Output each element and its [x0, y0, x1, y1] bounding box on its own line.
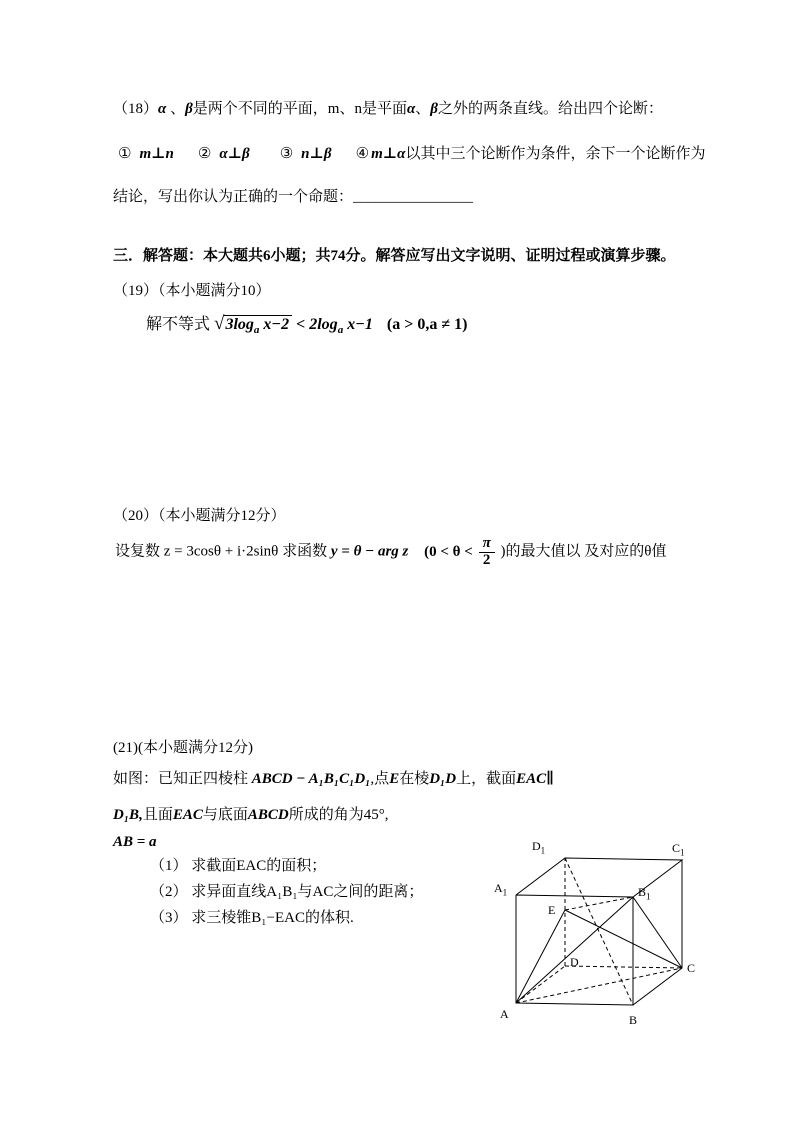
radicand-log: 3log [225, 316, 254, 333]
section3-heading: 三．解答题：本大题共6小题；共74分。解答应写出文字说明、证明过程或演算步骤。 [113, 248, 676, 264]
q18-text: 是两个不同的平面，m、n是平面 [192, 101, 407, 117]
q21-text: 与底面 [202, 807, 248, 823]
statement-1: m⊥n [139, 146, 174, 162]
cube-svg [488, 838, 706, 1038]
q21-line3-AB-eq-a: AB = a [113, 834, 157, 850]
q18-text: 之外的两条直线。给出四个论断： [437, 101, 663, 117]
rhs-log: 2log [309, 316, 338, 333]
label-sub: 1 [502, 887, 508, 898]
q21-header: (21)(本小题满分12分) [113, 740, 253, 756]
parallel-sign: ∥ [546, 771, 555, 787]
vertex-label-B1 [638, 886, 651, 901]
edge-D1D: D₁D [429, 771, 457, 787]
statement-3: n⊥β [301, 146, 332, 162]
vertex-label-D1 [532, 840, 545, 855]
q20-header: （20）（本小题满分12分） [113, 508, 286, 524]
relation-sign: < [296, 316, 306, 333]
log-base: a [253, 324, 260, 337]
vertex-label-C: C [687, 961, 696, 975]
base-ABCD: ABCD [247, 807, 289, 823]
statement-2: α⊥β [219, 146, 250, 162]
vertex-label-A: A [500, 1007, 509, 1021]
q21-text: 上，截面 [456, 771, 517, 787]
q21-text: 在棱 [399, 771, 430, 787]
section-EAC: EAC [172, 807, 203, 823]
radicand [224, 315, 292, 337]
q18-statements-line [118, 145, 705, 165]
cube-figure [488, 838, 706, 1038]
label-sub: 1 [680, 847, 685, 858]
label-sub: 1 [646, 891, 651, 902]
q21-text: 所成的角为45°, [288, 807, 389, 823]
q18-condition-text: 以其中三个论断作为条件，余下一个论断作为 [405, 146, 706, 162]
math-beta: β [430, 101, 438, 117]
q18-conclusion-line [113, 188, 473, 208]
q19-prefix: 解不等式 [146, 316, 211, 333]
q19-formula [146, 312, 467, 337]
q18-text: 、 [415, 101, 431, 117]
q21-line1 [113, 770, 554, 790]
label-base: D [532, 839, 541, 853]
circled-1: ① [118, 146, 132, 162]
radical-icon: √ [214, 313, 225, 334]
q19-condition: (a > 0,a ≠ 1) [386, 316, 468, 333]
vertex-label-A1 [494, 882, 507, 897]
math-beta: β [185, 101, 193, 117]
vertex-label-E: E [548, 903, 556, 917]
q21-line2 [113, 806, 388, 826]
fraction-denominator: 2 [482, 551, 491, 568]
rhs-rest: x−1 [343, 316, 373, 333]
q21-item-3: （3） 求三棱锥B₁−EAC的体积. [150, 910, 354, 926]
q21-text: 如图：已知正四棱柱 [113, 771, 252, 787]
q20-tail: )的最大值以 及对应的θ值 [500, 543, 667, 560]
statement-4: m⊥α [371, 146, 406, 162]
point-E: E [389, 771, 400, 787]
q18-number: （18） [113, 101, 159, 117]
q18-conclusion-text: 结论，写出你认为正确的一个命题： [113, 189, 354, 205]
sqrt-expression [214, 313, 292, 337]
rhs-expression [309, 316, 373, 337]
radicand-rest: x−2 [259, 316, 290, 333]
label-sub: 1 [540, 845, 546, 856]
prism-name: ABCD − A₁B₁C₁D₁ [251, 771, 371, 787]
circled-4: ④ [355, 146, 370, 162]
q21-text: ,点 [370, 771, 390, 787]
circled-3: ③ [279, 146, 294, 162]
section-EAC: EAC [516, 771, 547, 787]
log-base: a [337, 324, 344, 337]
q21-item-2: （2） 求异面直线A₁B₁与AC之间的距离； [150, 884, 424, 900]
q20-setup: 设复数 z = 3cosθ + i·2sinθ 求函数 [115, 543, 328, 560]
pi-over-2-fraction [479, 536, 495, 569]
math-alpha: α [158, 101, 167, 117]
answer-blank: ________________ [353, 189, 474, 205]
math-alpha: α [406, 101, 416, 117]
label-base: C [672, 841, 681, 855]
q21-text: 且面 [142, 807, 173, 823]
q19-header: （19）（本小题满分10） [113, 283, 271, 299]
q20-formula [115, 536, 666, 569]
label-base: B [638, 885, 647, 899]
vertex-label-D: D [570, 955, 579, 969]
vertex-label-C1 [672, 842, 685, 857]
q18-text: 、 [166, 101, 186, 117]
fraction-numerator: π [479, 536, 495, 553]
q21-item-1: （1） 求截面EAC的面积； [150, 858, 327, 874]
q20-domain-open: (0 < θ < [424, 543, 473, 560]
circled-2: ② [197, 146, 212, 162]
label-base: A [494, 881, 503, 895]
q18-intro-line [113, 100, 663, 120]
diagonal-D1B: D₁B, [113, 807, 143, 823]
q20-function: y = θ − arg z [330, 543, 409, 560]
vertex-label-B: B [629, 1013, 638, 1027]
